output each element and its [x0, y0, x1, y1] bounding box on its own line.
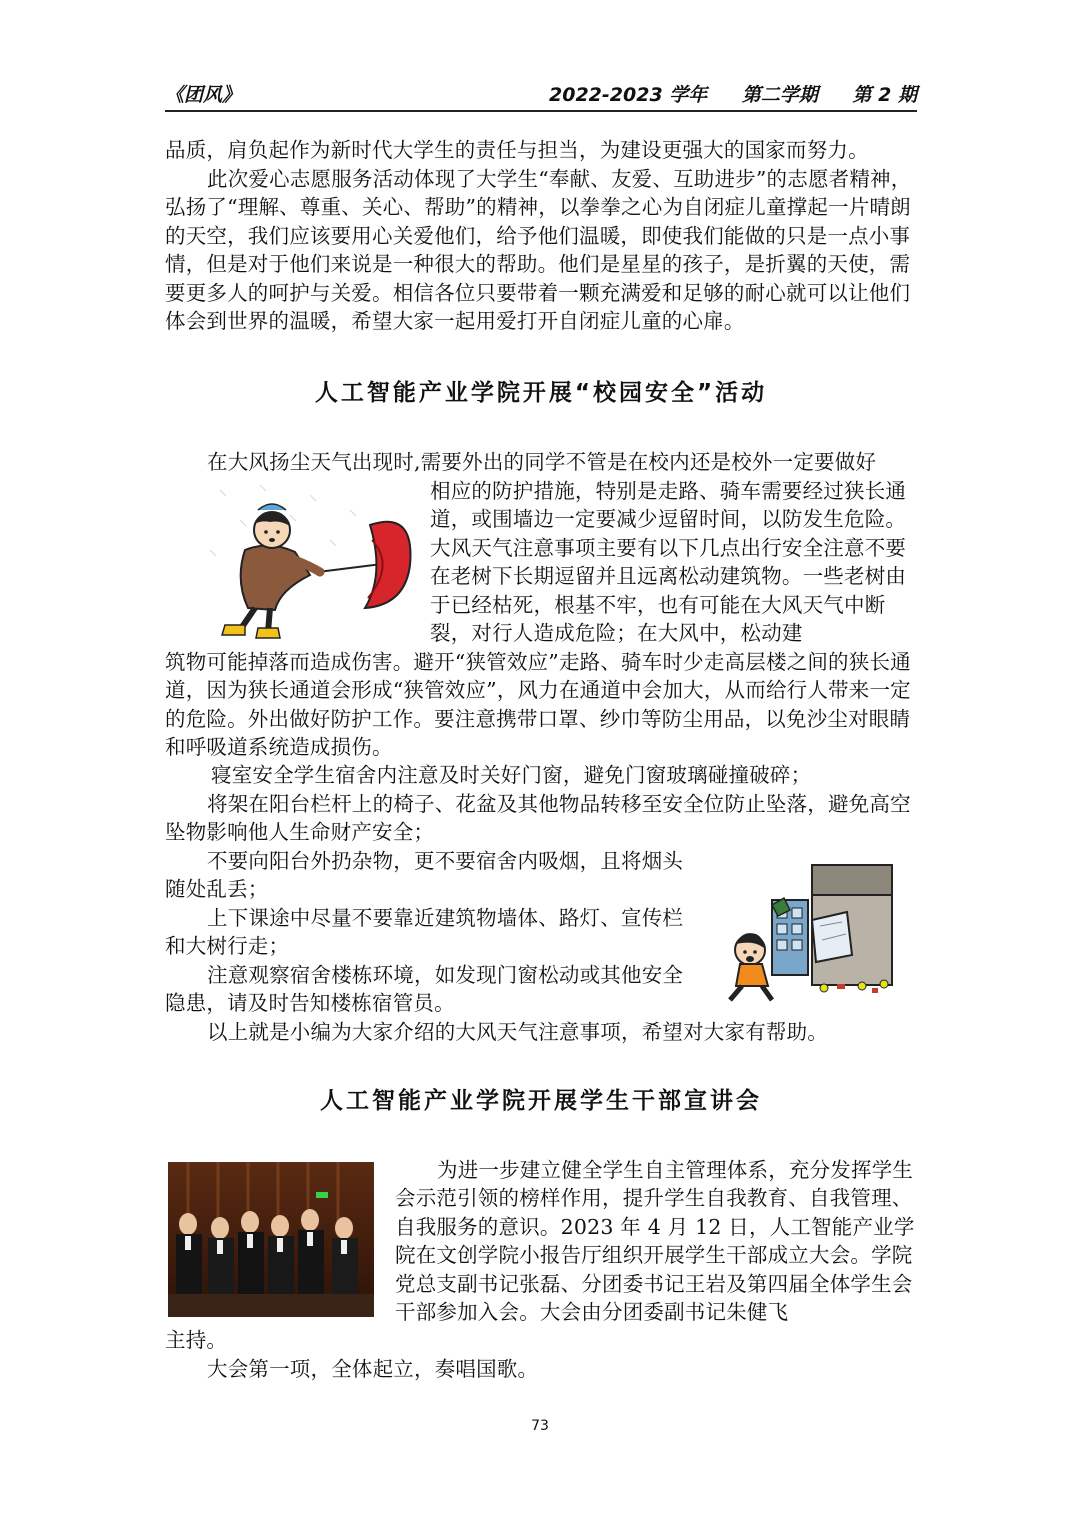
academic-year: 2022-2023 学年 — [549, 84, 708, 106]
issue-info — [521, 80, 917, 107]
section2-paragraph-rest: 主持。 — [165, 1328, 228, 1352]
section1-balcony-items: 将架在阳台栏杆上的椅子、花盆及其他物品转移至安全位防止坠落，避免高空坠物影响他人生命财产安全； — [165, 791, 911, 844]
section1-paragraph-wrap: 相应的防护措施，特别是走路、骑车需要经过狭长通道，或围墙边一定要减少逗留时间，以防发生危险。大风天气注意事项主要有以下几点出行安全注意不要在老树下长期逗留并且远离松动建筑物。一些老树由于已经枯死，根基不牢，也有可能在大风天气中断裂，对行人造成危险；在大风中，松动建 — [430, 478, 907, 645]
issue-number: 第 2 期 — [852, 84, 917, 106]
page-number: 73 — [531, 1418, 549, 1434]
section1-paragraph-line1: 在大风扬尘天气出现时,需要外出的同学不管是在校内还是校外一定要做好 — [207, 450, 877, 474]
section1-paragraph-rest: 筑物可能掉落而造成伤害。避开“狭管效应”走路、骑车时少走高层楼之间的狭长通道，因为狭长通道会形成“狭管效应”，风力在通道中会加大，从而给行人带来一定的危险。外出做好防护工作。要注意携带口罩、纱巾等防尘用品，以免沙尘对眼睛和呼吸道系统造成损伤。 — [165, 649, 911, 759]
intro-line: 品质，肩负起作为新时代大学生的责任与担当，为建设更强大的国家而努力。 — [165, 138, 869, 162]
meeting-photo — [168, 1162, 374, 1317]
section1-closing: 以上就是小编为大家介绍的大风天气注意事项，希望对大家有帮助。 — [207, 1019, 828, 1044]
section2-anthem: 大会第一项，全体起立，奏唱国歌。 — [207, 1356, 539, 1381]
section1-dorm-safety: 寝室安全学生宿舍内注意及时关好门窗，避免门窗玻璃碰撞破碎； — [211, 763, 812, 787]
section-title-student-cadre: 人工智能产业学院开展学生干部宣讲会 — [320, 1088, 762, 1114]
semester: 第二学期 — [741, 84, 818, 106]
section1-route-safety: 上下课途中尽量不要靠近建筑物墙体、路灯、宣传栏和大树行走； — [165, 905, 684, 958]
header-rule — [165, 110, 917, 112]
falling-objects-illustration — [712, 860, 912, 1006]
windy-umbrella-illustration — [200, 480, 420, 645]
journal-name: 《团风》 — [165, 84, 242, 106]
intro-paragraph: 此次爱心志愿服务活动体现了大学生“奉献、友爱、互助进步”的志愿者精神，弘扬了“理解、尊重、关心、帮助”的精神，以拳拳之心为自闭症儿童撑起一片晴朗的天空，我们应该要用心关爱他们，给予他们温暖，即使我们能做的只是一点小事情，但是对于他们来说是一种很大的帮助。他们是星星的孩子，是折翼的天使，需要更多人的呵护与关爱。相信各位只要带着一颗充满爱和足够的耐心就可以让他们体会到世界的温暖，希望大家一起用爱打开自闭症儿童的心扉。 — [165, 166, 912, 333]
section1-no-littering: 不要向阳台外扔杂物，更不要宿舍内吸烟，且将烟头随处乱丢； — [165, 848, 684, 901]
section2-paragraph-wrap: 为进一步建立健全学生自主管理体系，充分发挥学生会示范引领的榜样作用，提升学生自我教育、自我管理、自我服务的意识。2023 年 4 月 12 日，人工智能产业学院在文创学院小报告厅组织开展学生干部成立大会。学院党总支副书记张磊、分团委书记王岩及第四届全体学生会干部参加入会。大会由分团委副书记朱健飞 — [395, 1157, 915, 1324]
page-header — [165, 80, 917, 106]
section1-inspect-building: 注意观察宿舍楼栋环境，如发现门窗松动或其他安全隐患，请及时告知楼栋宿管员。 — [165, 962, 684, 1015]
section-title-campus-safety: 人工智能产业学院开展“校园安全”活动 — [314, 380, 768, 406]
